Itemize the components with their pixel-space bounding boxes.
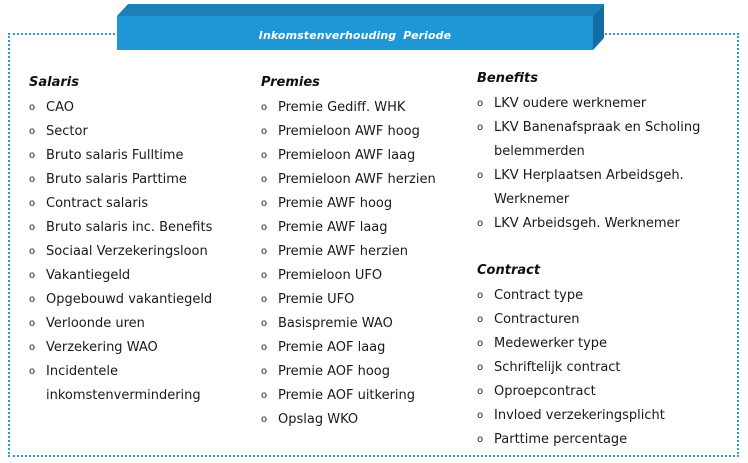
bullet-icon: o [29,126,36,137]
section-heading-salaris: Salaris [29,75,79,90]
item-list-premies [261,96,471,432]
list-item-label: Opslag WKO [278,412,359,427]
bullet-icon: o [477,338,484,349]
list-item-label: Bruto salaris inc. Benefits [46,220,213,235]
list-item-label: Verzekering WAO [46,340,158,355]
bullet-icon: o [261,198,268,209]
list-item-salaris [29,312,254,336]
section-contract [477,261,737,452]
item-list-contract [477,284,737,452]
list-item-label: Sector [46,124,88,139]
bullet-icon: o [261,270,268,281]
bullet-icon: o [477,122,484,133]
list-item-label: Premie UFO [278,292,355,307]
list-item-benefits [477,92,737,116]
bullet-icon: o [29,294,36,305]
list-item-label: Contracturen [494,312,580,327]
list-item-premies [261,360,471,384]
section-heading-premies: Premies [261,75,320,90]
list-item-salaris [29,192,254,216]
list-item-premies [261,336,471,360]
list-item-salaris [29,264,254,288]
list-item-label: LKV Herplaatsen Arbeidsgeh. Werknemer [494,168,684,207]
section-premies [261,73,471,432]
section-heading-contract: Contract [477,263,541,278]
bullet-icon: o [261,342,268,353]
list-item-premies [261,384,471,408]
list-item-label: LKV oudere werknemer [494,96,647,111]
bullet-icon: o [261,414,268,425]
list-item-premies [261,288,471,312]
list-item-salaris [29,336,254,360]
bullet-icon: o [477,218,484,229]
list-item-label: Medewerker type [494,336,608,351]
list-item-label: Parttime percentage [494,432,628,447]
bullet-icon: o [261,294,268,305]
section-benefits [477,69,737,236]
header-banner [117,4,604,50]
list-item-label: Incidentele inkomstenvermindering [46,364,201,403]
bullet-icon: o [477,290,484,301]
bullet-icon: o [477,410,484,421]
list-item-premies [261,216,471,240]
list-item-label: Premie AWF laag [278,220,388,235]
list-item-contract [477,332,737,356]
list-item-salaris [29,288,254,312]
bullet-icon: o [29,246,36,257]
banner-title: Inkomstenverhouding Periode [258,28,452,42]
list-item-label: LKV Banenafspraak en Scholing belemmerden [494,120,701,159]
bullet-icon: o [477,434,484,445]
list-item-label: Verloonde uren [46,316,145,331]
bullet-icon: o [29,102,36,113]
list-item-label: Basispremie WAO [278,316,393,331]
bullet-icon: o [261,390,268,401]
list-item-label: Contract salaris [46,196,149,211]
list-item-label: CAO [46,100,74,115]
bullet-icon: o [261,222,268,233]
list-item-contract [477,404,737,428]
list-item-premies [261,168,471,192]
list-item-benefits [477,164,737,212]
list-item-label: LKV Arbeidsgeh. Werknemer [494,216,680,231]
list-item-premies [261,264,471,288]
bullet-icon: o [29,150,36,161]
bullet-icon: o [29,366,36,377]
bullet-icon: o [261,126,268,137]
bullet-icon: o [477,98,484,109]
list-item-label: Premieloon AWF herzien [278,172,436,187]
list-item-label: Opgebouwd vakantiegeld [46,292,213,307]
bullet-icon: o [261,102,268,113]
list-item-label: Premie AWF herzien [278,244,408,259]
list-item-label: Schriftelijk contract [494,360,621,375]
bullet-icon: o [261,246,268,257]
list-item-label: Vakantiegeld [46,268,131,283]
bullet-icon: o [261,366,268,377]
banner-top-face [117,4,604,16]
list-item-salaris [29,360,254,408]
list-item-salaris [29,240,254,264]
list-item-label: Premieloon AWF hoog [278,124,420,139]
list-item-contract [477,380,737,404]
list-item-label: Premie AOF uitkering [278,388,416,403]
list-item-contract [477,284,737,308]
bullet-icon: o [261,150,268,161]
list-item-label: Sociaal Verzekeringsloon [46,244,208,259]
list-item-premies [261,408,471,432]
list-item-premies [261,96,471,120]
list-item-label: Premieloon UFO [278,268,383,283]
list-item-premies [261,312,471,336]
item-list-benefits [477,92,737,236]
bullet-icon: o [477,386,484,397]
bullet-icon: o [477,314,484,325]
list-item-salaris [29,120,254,144]
list-item-label: Premie AOF laag [278,340,386,355]
bullet-icon: o [29,270,36,281]
list-item-label: Invloed verzekeringsplicht [494,408,665,423]
list-item-premies [261,144,471,168]
bullet-icon: o [29,174,36,185]
list-item-label: Premie AWF hoog [278,196,393,211]
list-item-premies [261,120,471,144]
list-item-premies [261,240,471,264]
list-item-label: Premie Gediff. WHK [278,100,406,115]
list-item-salaris [29,168,254,192]
list-item-contract [477,356,737,380]
list-item-benefits [477,212,737,236]
bullet-icon: o [29,342,36,353]
section-salaris [29,73,254,408]
list-item-benefits [477,116,737,164]
bullet-icon: o [261,174,268,185]
list-item-premies [261,192,471,216]
list-item-label: Oproepcontract [494,384,596,399]
list-item-contract [477,308,737,332]
item-list-salaris [29,96,254,408]
list-item-label: Bruto salaris Parttime [46,172,187,187]
list-item-label: Premie AOF hoog [278,364,390,379]
bullet-icon: o [29,198,36,209]
bullet-icon: o [29,222,36,233]
list-item-salaris [29,216,254,240]
list-item-salaris [29,144,254,168]
list-item-contract [477,428,737,452]
section-heading-benefits: Benefits [477,71,538,86]
list-item-label: Bruto salaris Fulltime [46,148,184,163]
list-item-salaris [29,96,254,120]
bullet-icon: o [29,318,36,329]
list-item-label: Premieloon AWF laag [278,148,416,163]
bullet-icon: o [477,170,484,181]
bullet-icon: o [477,362,484,373]
list-item-label: Contract type [494,288,584,303]
bullet-icon: o [261,318,268,329]
